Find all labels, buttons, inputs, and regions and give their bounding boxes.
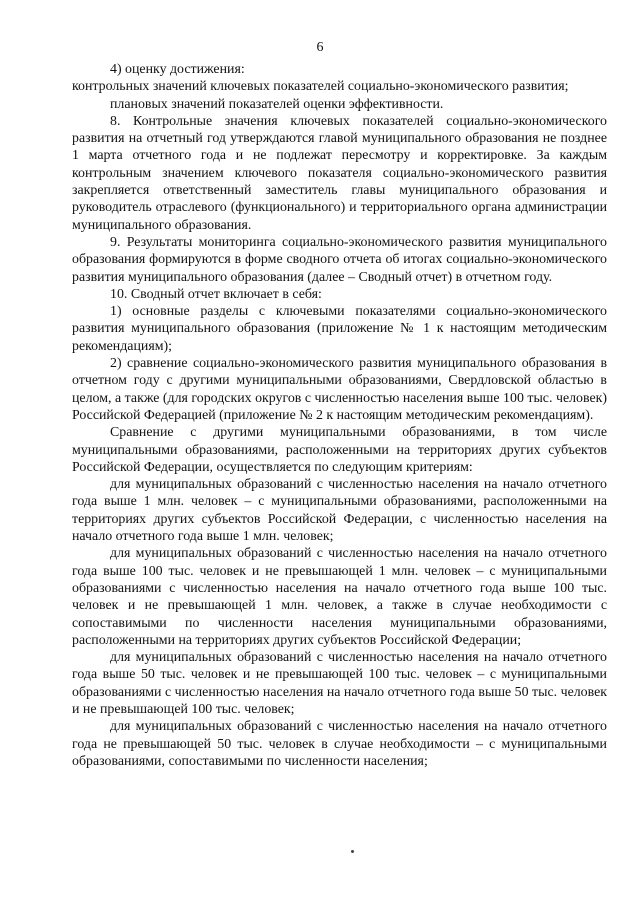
- criterion-100k-to-1-million: для муниципальных образований с численностью населения на начало отчетного года выше 100 тыс. человек и не превышающей 1 млн. человек – с муниципальными образованиями с численностью населения на начало отчетного года выше 100 тыс. человек и не превышающей 1 млн. человек, а также в случае необходимости с сопоставимыми по численности населения муниципальными образованиями, расположенными на территориях других субъектов Российской Федерации;: [72, 546, 607, 648]
- criterion-over-1-million: для муниципальных образований с численностью населения на начало отчетного года выше 1 млн. человек – с муниципальными образованиями, расположенными на территориях других субъектов Российской Федерации, с численностью населения на начало отчетного года выше 1 млн. человек;: [72, 477, 607, 545]
- criterion-50k-to-100k: для муниципальных образований с численностью населения на начало отчетного года выше 50 тыс. человек и не превышающей 100 тыс. человек – с муниципальными образованиями с численностью населения на начало отчетного года выше 50 тыс. человек и не превышающей 100 тыс. человек;: [72, 650, 607, 717]
- paragraph-10-summary-report: 10. Сводный отчет включает в себя:: [110, 286, 322, 302]
- list-item-assessment-heading: 4) оценку достижения:: [110, 62, 245, 77]
- list-subitem-control-values: контрольных значений ключевых показателей социально-экономического развития;: [72, 79, 569, 95]
- paragraph-9-monitoring-results: 9. Результаты мониторинга социально-экономического развития муниципального образования формируются в форме сводного отчета об итогах социально-экономического развития муниципального образования (далее – Сводный отчет) в отчетном году.: [72, 234, 607, 285]
- list-subitem-planned-values: плановых значений показателей оценки эффективности.: [110, 96, 444, 112]
- criterion-under-50k: для муниципальных образований с численностью населения на начало отчетного года не превышающей 50 тыс. человек в случае необходимости – с муниципальными образованиями, сопоставимыми по численности населения;: [72, 719, 607, 769]
- list-item-2-comparison: 2) сравнение социально-экономического развития муниципального образования в отчетном году с другими муниципальными образованиями, Свердловской областью в целом, а также (для городских округов с численностью населения выше 100 тыс. человек) Российской Федерацией (приложение № 2 к настоящим методическим рекомендациям).: [72, 356, 607, 423]
- list-item-1-main-sections: 1) основные разделы с ключевыми показателями социально-экономического развития муниципального образования (приложение № 1 к настоящим методическим рекомендациям);: [72, 304, 607, 354]
- document-body: [72, 61, 607, 770]
- paragraph-8-control-values: 8. Контрольные значения ключевых показателей социально-экономического развития на отчетный год утверждаются главой муниципального образования не позднее 1 марта отчетного года и не подлежат пересмотру и корректировке. За каждым контрольным значением ключевого показателя социально-экономического развития закрепляется ответственный заместитель главы муниципального образования и руководитель отраслевого (функционального) и территориального органа администрации муниципального образования.: [72, 113, 607, 233]
- paragraph-comparison-criteria: Сравнение с другими муниципальными образованиями, в том числе муниципальными образованиями, расположенными на территориях других субъектов Российской Федерации, осуществляется по следующим критериям:: [72, 425, 607, 475]
- scan-dot-mark: [351, 850, 354, 853]
- page-number: 6: [316, 40, 324, 55]
